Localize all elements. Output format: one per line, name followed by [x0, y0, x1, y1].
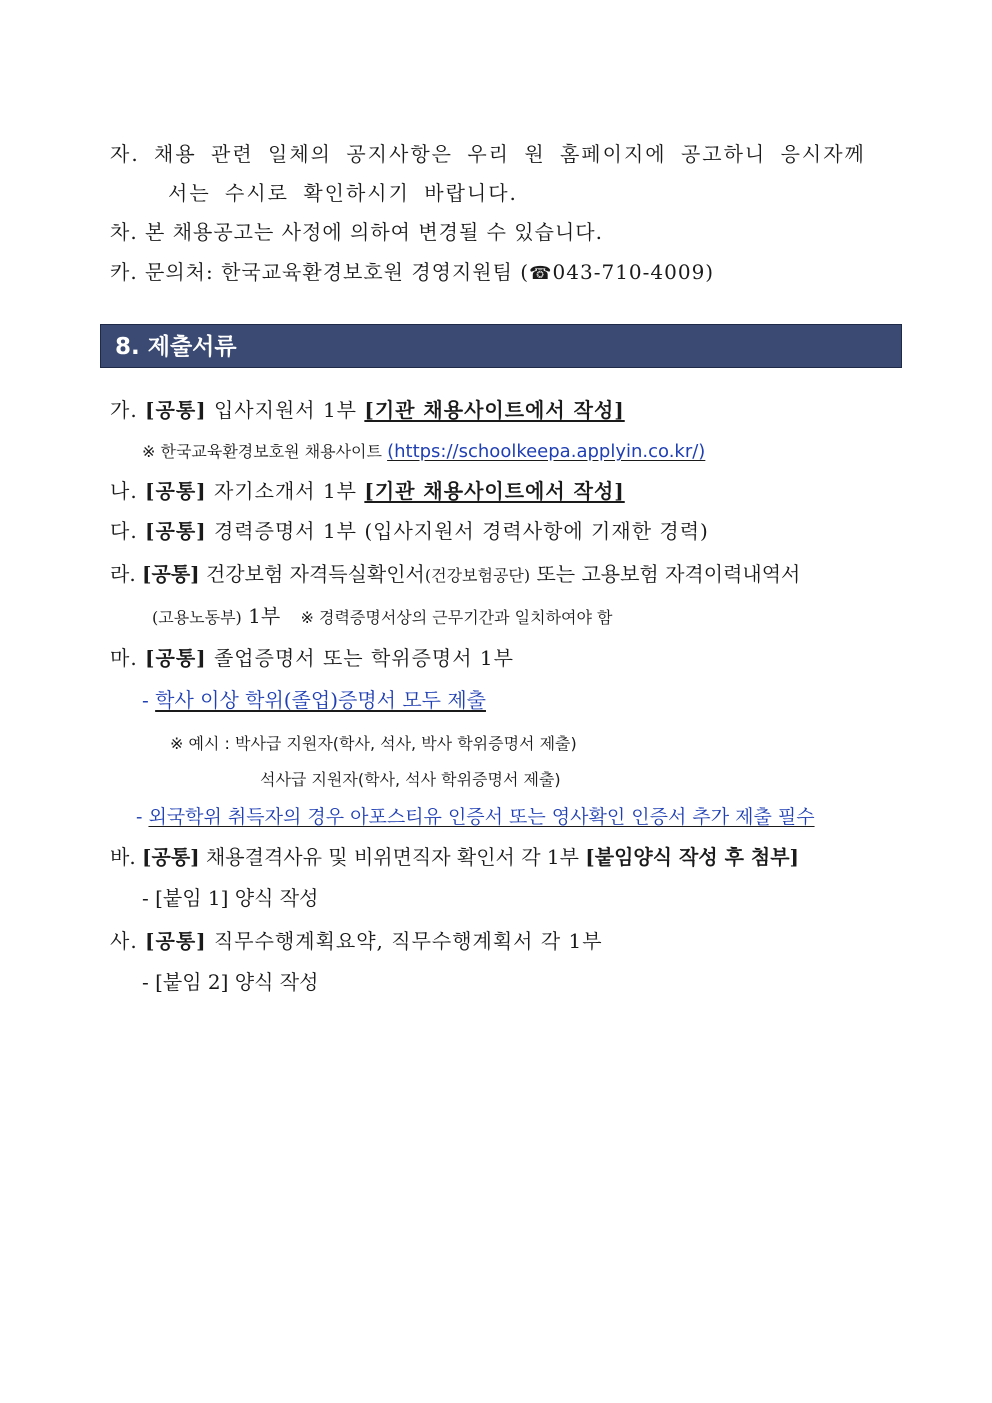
item-sa: [110, 929, 603, 953]
item-ba-marker: 바.: [110, 845, 136, 869]
item-ga-note: [142, 440, 705, 464]
item-na: [110, 479, 625, 503]
item-ga-note-text: 한국교육환경보호원 채용사이트: [160, 442, 382, 461]
item-ga-marker: 가.: [110, 398, 138, 422]
item-ma-example2-text: 석사급 지원자(학사, 석사 학위증명서 제출): [260, 770, 561, 789]
item-ma-sub1-dash: -: [142, 688, 149, 712]
item-ba-emphasis: [붙임양식 작성 후 첨부]: [585, 845, 799, 869]
item-ra-line1: [110, 562, 800, 588]
notice-ja-text-2: 서는 수시로 확인하시기 바랍니다.: [168, 181, 518, 205]
item-da: [110, 519, 709, 543]
item-ba-sub-text: - [붙임 1] 양식 작성: [142, 886, 319, 910]
item-ma-text: 졸업증명서 또는 학위증명서 1부: [213, 646, 514, 670]
item-ba-tag: [공통]: [142, 845, 200, 869]
item-ra-tag: [공통]: [142, 562, 200, 586]
item-ma-sub1-text: 학사 이상 학위(졸업)증명서 모두 제출: [155, 688, 486, 712]
item-ra-note: ※ 경력증명서상의 근무기간과 일치하여야 함: [300, 608, 613, 627]
notice-ja-marker: 자.: [110, 142, 140, 166]
section-title: 8. 제출서류: [115, 334, 237, 360]
item-da-text: 경력증명서 1부 (입사지원서 경력사항에 기재한 경력): [213, 519, 709, 543]
notice-ja-text-1: 채용 관련 일체의 공지사항은 우리 원 홈페이지에 공고하니 응시자께: [154, 142, 866, 166]
notice-cha-marker: 차.: [110, 220, 138, 244]
section-header: [100, 324, 902, 368]
telephone-icon: ☎: [529, 263, 553, 284]
item-ba: [110, 845, 799, 869]
item-ma-example-label: ※ 예시 :: [170, 734, 230, 753]
item-ra-small2: (고용노동부): [152, 608, 242, 627]
item-sa-marker: 사.: [110, 929, 138, 953]
item-ma-marker: 마.: [110, 646, 138, 670]
item-ra-line2: [152, 604, 613, 630]
item-ga: [110, 398, 625, 422]
notice-ja-line1: [110, 142, 866, 166]
notice-ka-marker: 카.: [110, 260, 138, 284]
item-sa-tag: [공통]: [145, 929, 207, 953]
item-ma-example1: [170, 732, 577, 756]
item-ma-sub2: [136, 805, 815, 829]
item-ma-tag: [공통]: [145, 646, 207, 670]
item-sa-sub-text: - [붙임 2] 양식 작성: [142, 970, 319, 994]
item-ra-small1: (건강보험공단): [424, 566, 531, 585]
notice-ja-line2: [168, 181, 518, 205]
item-na-marker: 나.: [110, 479, 138, 503]
item-ba-sub: [142, 886, 318, 910]
item-ga-tag: [공통]: [145, 398, 207, 422]
item-sa-sub: [142, 970, 318, 994]
item-ga-text: 입사지원서 1부: [213, 398, 357, 422]
applyin-site-link[interactable]: (https://schoolkeepa.applyin.co.kr/): [387, 441, 706, 462]
item-ma: [110, 646, 514, 670]
item-ra-marker: 라.: [110, 562, 136, 586]
item-ma-example2: [260, 768, 561, 792]
item-na-tag: [공통]: [145, 479, 207, 503]
item-ra-text1: 건강보험 자격득실확인서: [205, 562, 425, 586]
notice-ka-phone: 043-710-4009): [552, 260, 715, 284]
item-ma-sub1: [142, 688, 486, 712]
notice-cha: [110, 220, 603, 244]
item-na-text: 자기소개서 1부: [213, 479, 357, 503]
item-na-emphasis: [기관 채용사이트에서 작성]: [364, 479, 625, 503]
item-ba-text: 채용결격사유 및 비위면직자 확인서 각 1부: [205, 845, 579, 869]
item-da-marker: 다.: [110, 519, 138, 543]
item-ma-sub2-dash: -: [136, 806, 143, 828]
item-ga-emphasis: [기관 채용사이트에서 작성]: [364, 398, 625, 422]
notice-ka-text: 문의처: 한국교육환경보호원 경영지원팀 (: [145, 260, 530, 284]
item-ga-note-mark: ※: [142, 442, 156, 461]
item-ra-text3: 1부: [248, 604, 281, 628]
notice-ka: [110, 260, 714, 286]
item-sa-text: 직무수행계획요약, 직무수행계획서 각 1부: [213, 929, 603, 953]
item-ma-example1-text: 박사급 지원자(학사, 석사, 박사 학위증명서 제출): [234, 734, 577, 753]
item-ma-sub2-text: 외국학위 취득자의 경우 아포스티유 인증서 또는 영사확인 인증서 추가 제출 필수: [148, 806, 815, 828]
item-da-tag: [공통]: [145, 519, 207, 543]
notice-cha-text: 본 채용공고는 사정에 의하여 변경될 수 있습니다.: [145, 220, 603, 244]
item-ra-text2: 또는 고용보험 자격이력내역서: [536, 562, 801, 586]
